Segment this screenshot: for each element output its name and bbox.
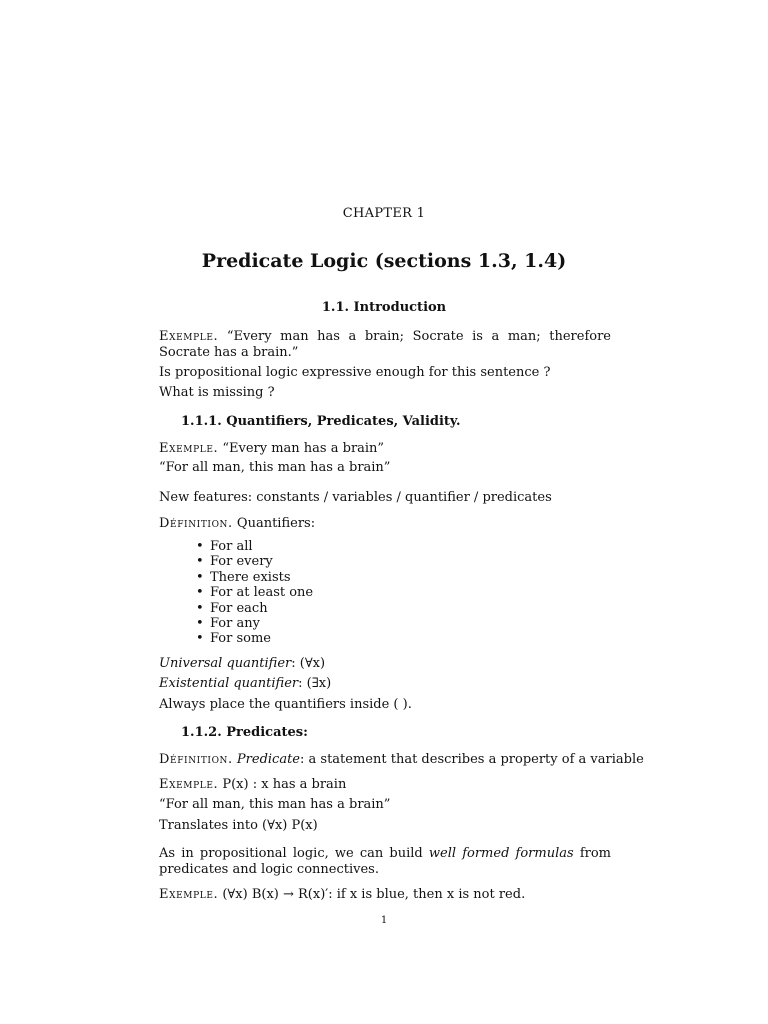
example-label: Exemple. xyxy=(159,441,219,456)
quantifiers-definition xyxy=(159,516,315,532)
universal-quantifier-line xyxy=(159,656,325,672)
definition-term: Predicate xyxy=(236,752,301,767)
quantifier-list xyxy=(196,539,313,647)
wff-paragraph-suffix: from predicates and logic connectives. xyxy=(159,846,612,877)
existential-quantifier-symbol: : (∃x) xyxy=(298,676,332,691)
definition-text: : a statement that describes a property of a variable xyxy=(300,752,644,767)
quantifier-note: Always place the quantifiers inside ( ). xyxy=(159,697,412,712)
example-text: P(x) : x has a brain xyxy=(222,777,347,792)
predicate-definition xyxy=(159,752,644,768)
universal-quantifier-label: Universal quantifier xyxy=(159,656,292,671)
example-label: Exemple. xyxy=(159,887,219,902)
section-heading-quantifiers: 1.1.1. Quantifiers, Predicates, Validity. xyxy=(181,414,461,429)
wff-paragraph-prefix: As in propositional logic, we can build xyxy=(159,846,429,861)
list-item: • For any xyxy=(196,616,313,631)
existential-quantifier-line xyxy=(159,676,331,692)
list-item: • For every xyxy=(196,554,313,569)
definition-label: Définition. xyxy=(159,752,233,767)
predicate-example xyxy=(159,777,346,793)
section-heading-predicates: 1.1.2. Predicates: xyxy=(181,725,308,740)
question-expressive: Is propositional logic expressive enough for this sentence ? xyxy=(159,365,551,380)
example-text: “Every man has a brain; Socrate is a man; therefore Socrate has a brain.” xyxy=(159,329,611,360)
list-item: • For each xyxy=(196,601,313,616)
page-number: 1 xyxy=(380,915,388,926)
existential-quantifier-label: Existential quantifier xyxy=(159,676,299,691)
quantifier-example-line2: “For all man, this man has a brain” xyxy=(159,460,391,475)
universal-quantifier-symbol: : (∀x) xyxy=(291,656,326,671)
predicate-example-line2: “For all man, this man has a brain” xyxy=(159,797,391,812)
example-text: (∀x) B(x) → R(x)′: if x is blue, then x is not red. xyxy=(222,887,526,902)
list-item: • For at least one xyxy=(196,585,313,600)
intro-example xyxy=(159,329,611,361)
wff-paragraph xyxy=(159,846,611,878)
predicate-example-line3: Translates into (∀x) P(x) xyxy=(159,818,318,833)
list-item: • There exists xyxy=(196,570,313,585)
new-features-line: New features: constants / variables / quantifier / predicates xyxy=(159,490,552,505)
list-item: • For some xyxy=(196,631,313,646)
example-label: Exemple. xyxy=(159,777,219,792)
example-text: “Every man has a brain” xyxy=(222,441,385,456)
chapter-title: Predicate Logic (sections 1.3, 1.4) xyxy=(201,250,567,272)
section-heading-introduction: 1.1. Introduction xyxy=(321,300,447,315)
definition-label: Définition. xyxy=(159,516,233,531)
list-item: • For all xyxy=(196,539,313,554)
example-label: Exemple. xyxy=(159,329,219,344)
implication-example xyxy=(159,887,525,903)
chapter-label: CHAPTER 1 xyxy=(342,206,426,221)
quantifier-example xyxy=(159,441,384,457)
wff-paragraph-emphasis: well formed formulas xyxy=(428,846,574,861)
definition-text: Quantifiers: xyxy=(236,516,316,531)
question-missing: What is missing ? xyxy=(159,385,275,400)
